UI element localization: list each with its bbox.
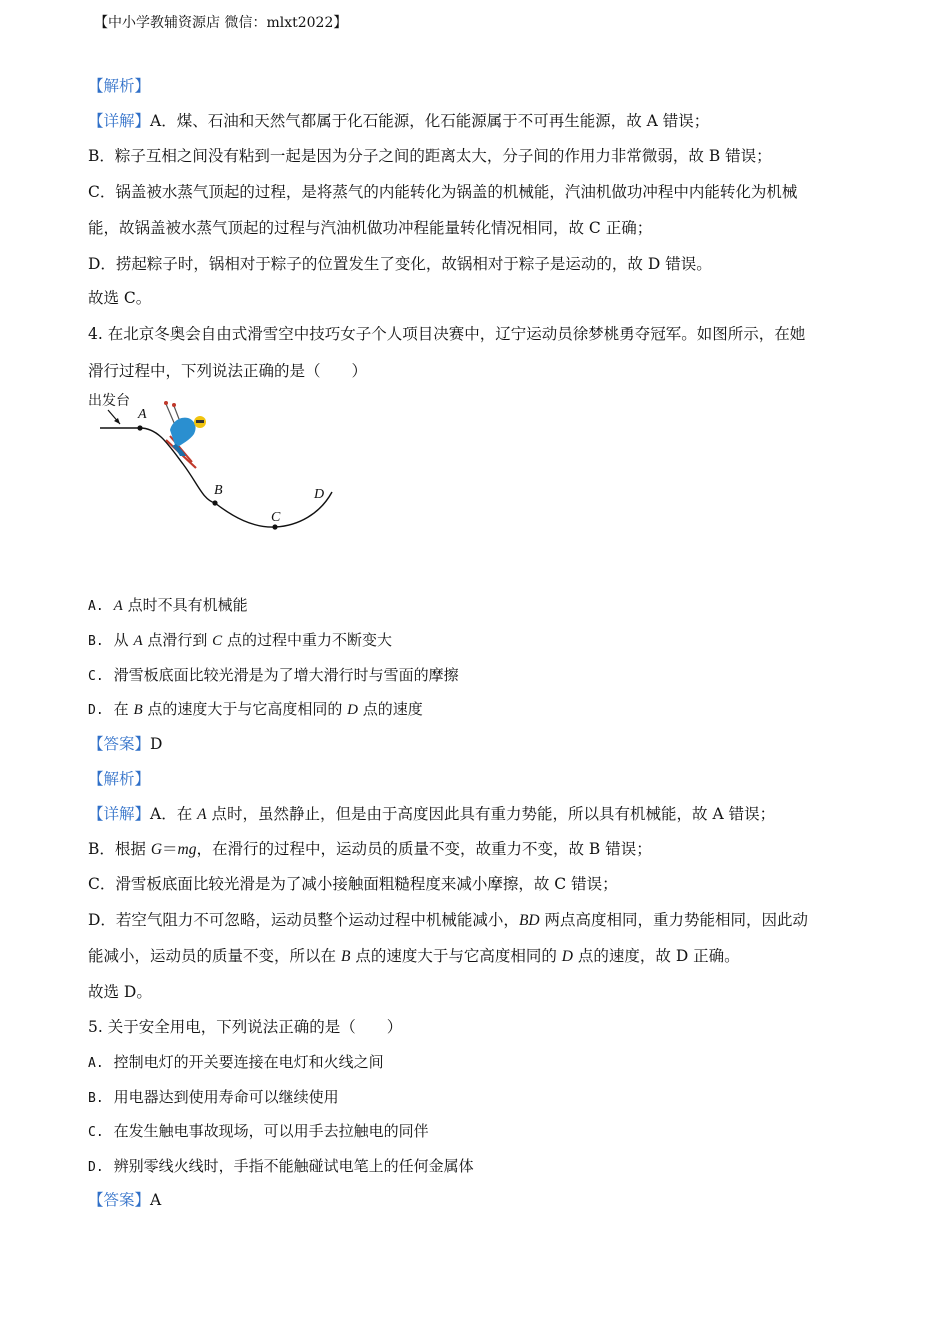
detail-line: D．捞起粽子时，锅相对于粽子的位置发生了变化，故锅相对于粽子是运动的，故 D 错误。 bbox=[88, 255, 712, 273]
analysis-tag: 【解析】 bbox=[88, 770, 151, 788]
point-b bbox=[212, 500, 217, 505]
answer-tag: 【答案】 bbox=[88, 735, 151, 753]
detail-line: 能，故锅盖被水蒸气顶起的过程与汽油机做功冲程能量转化情况相同，故 C 正确； bbox=[88, 219, 653, 237]
option-d: D. 在 B 点的速度大于与它高度相同的 D 点的速度 bbox=[88, 700, 423, 718]
detail-line: 【详解】A．在 A 点时，虽然静止，但是由于高度因此具有重力势能，所以具有机械能，故 A 错误； bbox=[88, 805, 776, 823]
label-d: D bbox=[314, 487, 325, 502]
option-a: A. 控制电灯的开关要连接在电灯和火线之间 bbox=[88, 1053, 384, 1071]
question-stem: 5. 关于安全用电，下列说法正确的是（ ） bbox=[88, 1018, 403, 1036]
answer-tag: 【答案】 bbox=[88, 1191, 151, 1209]
option-d: D. 辨别零线火线时，手指不能触碰试电笔上的任何金属体 bbox=[88, 1157, 474, 1175]
page-header: 【中小学教辅资源店 微信：mlxt2022】 bbox=[94, 15, 348, 31]
platform-label: 出发台 bbox=[88, 393, 130, 409]
option-c: C. 滑雪板底面比较光滑是为了增大滑行时与雪面的摩擦 bbox=[88, 666, 459, 684]
option-b: B. 用电器达到使用寿命可以继续使用 bbox=[88, 1088, 339, 1106]
answer-value: A bbox=[150, 1191, 162, 1209]
conclusion: 故选 D。 bbox=[88, 983, 152, 1001]
ski-slope-figure bbox=[88, 392, 348, 542]
detail-line: B．粽子互相之间没有粘到一起是因为分子之间的距离太大，分子间的作用力非常微弱，故 B 错误； bbox=[88, 147, 772, 165]
detail-line: B．根据 G＝mg，在滑行的过程中，运动员的质量不变，故重力不变，故 B 错误； bbox=[88, 840, 652, 858]
detail-line: 能减小，运动员的质量不变，所以在 B 点的速度大于与它高度相同的 D 点的速度，故 D 正确。 bbox=[88, 947, 740, 965]
detail-text: A．煤、石油和天然气都属于化石能源，化石能源属于不可再生能源，故 A 错误； bbox=[150, 112, 710, 130]
label-a: A bbox=[138, 407, 147, 422]
label-c: C bbox=[271, 510, 281, 525]
option-c: C. 在发生触电事故现场，可以用手去拉触电的同伴 bbox=[88, 1122, 429, 1140]
point-a bbox=[137, 425, 142, 430]
answer-line bbox=[88, 1189, 161, 1211]
option-b: B. 从 A 点滑行到 C 点的过程中重力不断变大 bbox=[88, 631, 392, 649]
detail-line: C．滑雪板底面比较光滑是为了减小接触面粗糙程度来减小摩擦，故 C 错误； bbox=[88, 875, 618, 893]
question-stem: 滑行过程中，下列说法正确的是（ ） bbox=[88, 362, 368, 380]
detail-line: C．锅盖被水蒸气顶起的过程，是将蒸气的内能转化为锅盖的机械能，汽油机做功冲程中内能转化为机械 bbox=[88, 183, 798, 201]
detail-line: D．若空气阻力不可忽略，运动员整个运动过程中机械能减小，BD 两点高度相同，重力势能相同，因此动 bbox=[88, 911, 809, 929]
detail-tag: 【详解】 bbox=[88, 112, 151, 130]
question-stem: 4. 在北京冬奥会自由式滑雪空中技巧女子个人项目决赛中，辽宁运动员徐梦桃勇夺冠军。如图所示，在她 bbox=[88, 325, 806, 343]
conclusion: 故选 C。 bbox=[88, 289, 152, 307]
option-a: A. A 点时不具有机械能 bbox=[88, 596, 248, 614]
slope-diagram bbox=[88, 392, 348, 542]
detail-line bbox=[88, 110, 709, 132]
skier-icon bbox=[164, 401, 206, 468]
answer-value: D bbox=[150, 735, 163, 753]
answer-line bbox=[88, 733, 162, 755]
analysis-tag: 【解析】 bbox=[88, 77, 151, 95]
label-b: B bbox=[214, 483, 223, 498]
